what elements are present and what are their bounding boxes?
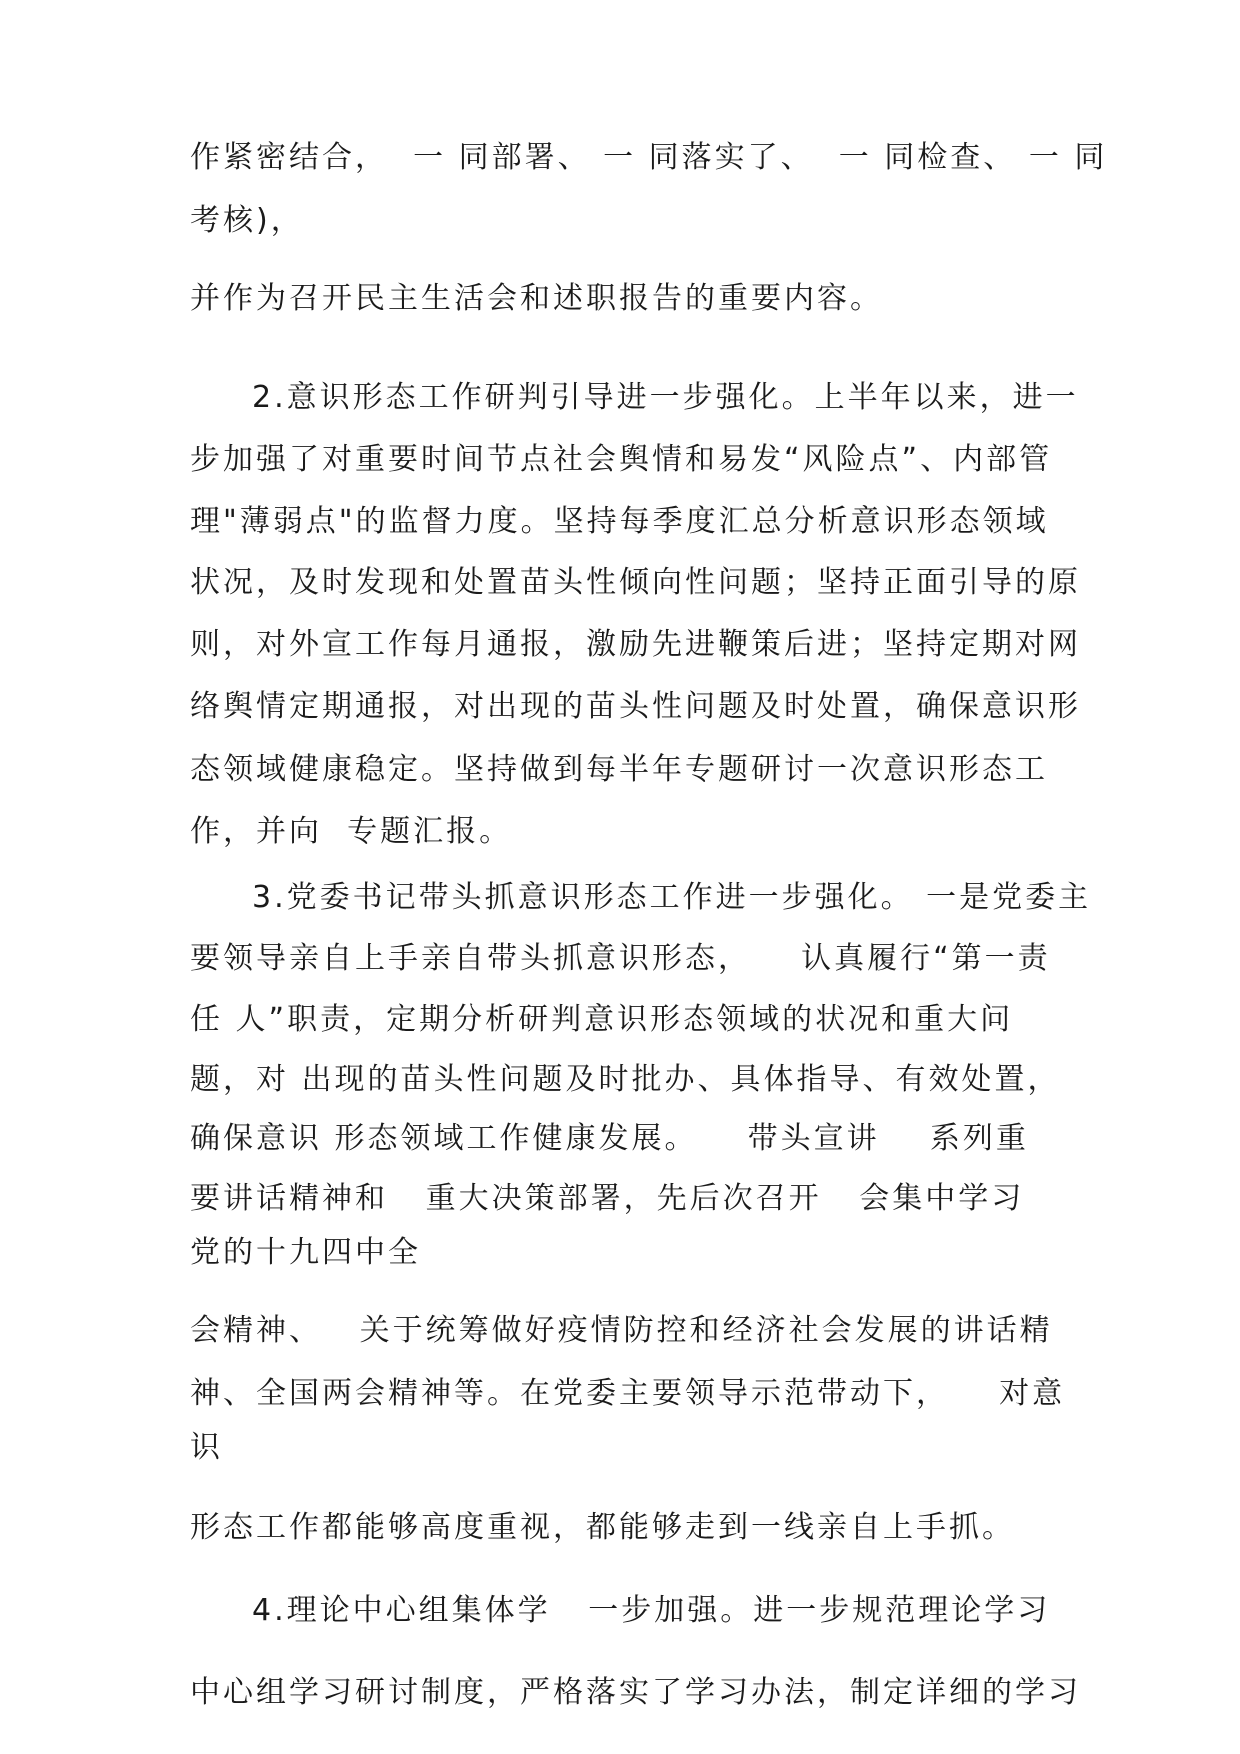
paragraph-2-start: 2.意识形态工作研判引导进一步强化。上半年以来，进一 [252,380,1079,415]
text-line: 要讲话精神和 重大决策部署，先后次召开 会集中学习 [190,1181,1025,1216]
text-line: 形态工作都能够高度重视，都能够走到一线亲自上手抓。 [190,1510,1015,1545]
text-line: 考核)， [190,203,304,238]
text-line: 状况，及时发现和处置苗头性倾向性问题；坚持正面引导的原 [190,565,1081,600]
paragraph-3-start: 3.党委书记带头抓意识形态工作进一步强化。 一是党委主 [252,880,1092,915]
text-line: 作紧密结合， 一 同部署、 一 同落实了、 一 同检查、 一 同 [190,140,1108,175]
text-line: 确保意识 形态领域工作健康发展。 带头宣讲 系列重 [190,1121,1029,1156]
text-line: 则，对外宣工作每月通报，激励先进鞭策后进；坚持定期对网 [190,627,1081,662]
text-line: 党的十九四中全 [190,1235,421,1270]
text-line: 识 [190,1430,223,1465]
text-line: 题，对 出现的苗头性问题及时批办、具体指导、有效处置， [190,1062,1061,1097]
text-line: 要领导亲自上手亲自带头抓意识形态， 认真履行“第一责 [190,941,1051,976]
paragraph-4-start: 4.理论中心组集体学 一步加强。进一步规范理论学习 [252,1593,1051,1628]
text-line: 络舆情定期通报，对出现的苗头性问题及时处置，确保意识形 [190,689,1081,724]
text-line: 会精神、 关于统筹做好疫情防控和经济社会发展的讲话精 [190,1313,1053,1348]
text-line: 理"薄弱点"的监督力度。坚持每季度汇总分析意识形态领域 [190,504,1049,539]
text-line: 态领域健康稳定。坚持做到每半年专题研讨一次意识形态工 [190,752,1048,787]
text-line: 神、全国两会精神等。在党委主要领导示范带动下， 对意 [190,1376,1066,1411]
text-line: 任 人”职责，定期分析研判意识形态领域的状况和重大问 [190,1002,1014,1037]
text-line: 作，并向 专题汇报。 [190,814,513,849]
text-line: 中心组学习研讨制度，严格落实了学习办法，制定详细的学习 [190,1675,1081,1710]
text-line: 步加强了对重要时间节点社会舆情和易发“风险点”、内部管 [190,442,1053,477]
text-line: 并作为召开民主生活会和述职报告的重要内容。 [190,281,883,316]
